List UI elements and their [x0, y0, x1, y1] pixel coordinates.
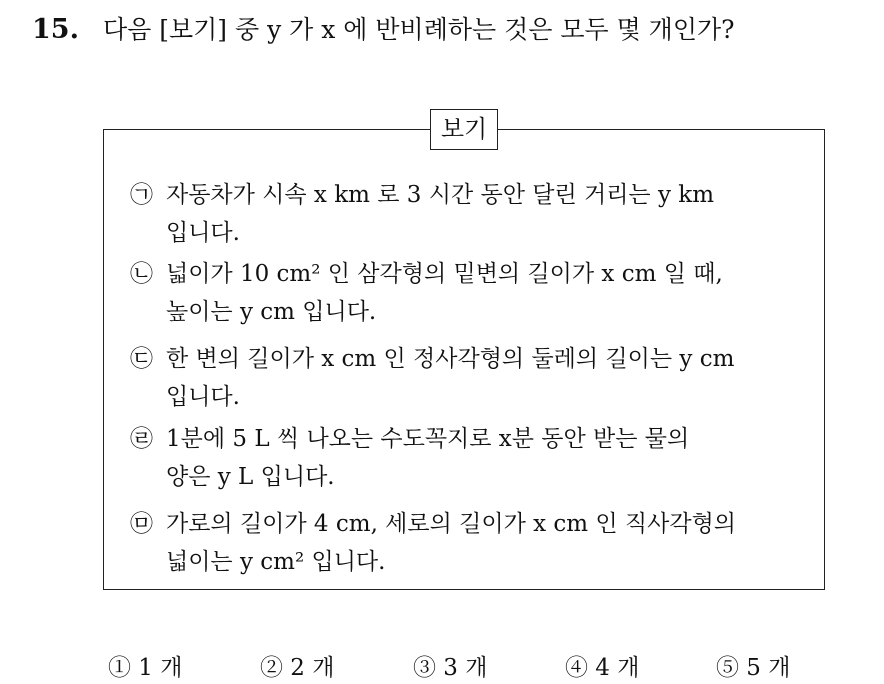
item-text-line2: 입니다. — [166, 384, 240, 410]
example-item-5 — [130, 505, 736, 581]
example-item-2 — [130, 255, 723, 331]
item-text-line2: 높이는 y cm 입니다. — [166, 299, 377, 325]
item-marker: ㉡ — [130, 261, 153, 287]
example-item-3 — [130, 340, 734, 416]
item-marker: ㉢ — [130, 346, 153, 372]
item-text-line1: 1분에 5 L 씩 나오는 수도꼭지로 x분 동안 받는 물의 — [166, 426, 690, 452]
item-text-line1: 자동차가 시속 x km 로 3 시간 동안 달린 거리는 y km — [166, 182, 715, 208]
item-text-line2: 넓이는 y cm² 입니다. — [166, 549, 386, 575]
item-text-line1: 넓이가 10 cm² 인 삼각형의 밑변의 길이가 x cm 일 때, — [166, 261, 723, 287]
question-text: 다음 [보기] 중 y 가 x 에 반비례하는 것은 모두 몇 개인가? — [102, 15, 735, 44]
choice-2[interactable]: ② 2 개 — [260, 655, 335, 681]
choice-4[interactable]: ④ 4 개 — [565, 655, 640, 681]
example-item-4 — [130, 420, 689, 496]
choice-5[interactable]: ⑤ 5 개 — [716, 655, 791, 681]
item-text-line1: 한 변의 길이가 x cm 인 정사각형의 둘레의 길이는 y cm — [166, 346, 735, 372]
item-marker: ㉠ — [130, 182, 153, 208]
example-box-label: 보기 — [430, 109, 498, 150]
item-marker: ㉣ — [130, 426, 153, 452]
item-marker: ㉤ — [130, 511, 153, 537]
item-text-line2: 입니다. — [166, 220, 240, 246]
question-number: 15. — [32, 14, 79, 45]
choice-1[interactable]: ① 1 개 — [108, 655, 183, 681]
item-text-line1: 가로의 길이가 4 cm, 세로의 길이가 x cm 인 직사각형의 — [166, 511, 737, 537]
item-text-line2: 양은 y L 입니다. — [166, 464, 335, 490]
question — [32, 10, 735, 50]
example-item-1 — [130, 176, 714, 252]
choice-3[interactable]: ③ 3 개 — [413, 655, 488, 681]
